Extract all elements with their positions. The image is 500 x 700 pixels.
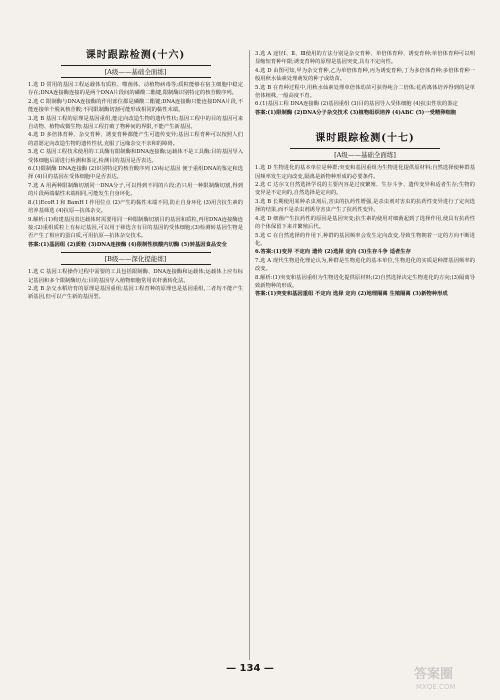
answer-paragraph: 2.选 C 限制酶与DNA连接酶的作用部位都是磷酸二酯键;DNA连接酶只能连接DNA片段,不能连接单个脱氧核苷酸;不同限制酶切割可能形成相同的黏性末端。 [28, 98, 243, 114]
answer-paragraph: 7.选 A 现代生物进化理论认为,种群是生物进化的基本单位,生物进化的实质是种群基因频率的改变。 [255, 257, 475, 273]
right-column [255, 50, 475, 670]
answer-summary: 答案:(1)突变和基因重组 不定向 选择 定向 (2)地理隔离 生殖隔离 (3)新物种形成 [255, 291, 448, 298]
answer-paragraph: 3.选 A 途径Ⅰ、Ⅱ、Ⅲ使用的方法分别是杂交育种、单倍体育种、诱变育种;单倍体育种可以明显缩短育种年限;诱变育种的原理是基因突变,具有不定向性。 [255, 51, 475, 66]
answer-paragraph: 6.(1)限制酶 DNA连接酶 (2)识别特定的核苷酸序列 (3)标记基因 便于重组DNA的鉴定和选择 (4)目的基因在受体细胞中是否表达。 [28, 166, 243, 181]
left-column [28, 40, 243, 670]
answer-summary: 答案:(1)限制酶 (2)DNA分子杂交技术 (3)植物组织培养 (4)ABC (5)一受精卵细胞 [255, 109, 457, 116]
answer-summary: 答案:(1)基因组 (2)质粒 (3)DNA连接酶 (4)限制性核酸内切酶 (5)转基因食品安全 [28, 241, 227, 248]
level-a-heading-left: [A级——基础全面练] [61, 65, 211, 78]
answer-paragraph: 3.选 B 基因工程的原理是基因重组,能定向改造生物的遗传性状;基因工程中的目的基因可来自动物、植物或微生物;基因工程打破了物种间的界限,不能产生新基因。 [28, 115, 243, 131]
answer-paragraph: 1.选 D 生物进化的基本单位是种群;突变和基因重组为生物进化提供原材料;自然选择使种群基因频率发生定向改变,隔离是新物种形成的必要条件。 [255, 165, 475, 180]
answer-paragraph: 5.选 B 在育种过程中,用秋水仙素处理单倍体幼苗可获得纯合二倍体;花药离体培养得到的是单倍体植株,一般高度不育。 [255, 84, 475, 100]
watermark-brand: 答案圈 [414, 667, 454, 682]
answer-paragraph: 4.选 D 由图可知,甲为杂交育种,乙为单倍体育种,丙为诱变育种,丁为多倍体育种;多倍体育种一般用秋水仙素处理萌发的种子或幼苗。 [255, 67, 475, 83]
page-number: — 134 — [226, 663, 274, 674]
section-title-16: 课时跟踪检测(十六) [85, 50, 186, 61]
level-b-heading: [B级——深化提能练] [61, 252, 211, 265]
section-title-17: 课时跟踪检测(十七) [315, 133, 415, 145]
answer-paragraph: 6.(1)基因工程 DNA连接酶 (2)基因重组 (3)目的基因导入受体细胞 (4)抗虫性状的鉴定 [255, 101, 458, 108]
answer-paragraph: 7.选 A 用两种限制酶切割同一DNA分子,可以得到不同的片段;若只用一种限制酶切割,得到的片段两端黏性末端相同,可能发生自身环化。 [28, 182, 243, 198]
answer-paragraph: 2.选 B 杂交水稻培育的原理是基因重组;基因工程育种的原理也是基因重组,二者均不能产生新基因,但可以产生新的基因型。 [28, 285, 243, 301]
watermark-logo [410, 664, 494, 692]
answer-paragraph: 5.选 C 基因工程技术使用的工具酶有限制酶和DNA连接酶;运载体不是工具酶;目的基因导入受体细胞后需进行检测和鉴定,检测目的基因是否表达。 [28, 149, 243, 164]
answer-paragraph: 8.(1)EcoR I 和 BamH I 作用位点 (2)产生的黏性末端不同,防止自身环化 (3)用含抗生素的培养基筛选 (4)抗原—抗体杂交。 [28, 199, 243, 215]
answer-paragraph: 5.选 C 在自然选择的作用下,种群的基因频率会发生定向改变,导致生物朝着一定的方向不断进化。 [255, 232, 475, 247]
watermark-url: MXQE.COM [416, 683, 456, 691]
answer-paragraph: 4.选 D 细菌产生抗药性的原因是基因突变;抗生素的使用对细菌起到了选择作用,使具有抗药性的个体保留下来并繁殖后代。 [255, 215, 475, 231]
answer-paragraph: 8.解析:(1)突变和基因重组为生物进化提供原材料;(2)自然选择决定生物进化的方向;(3)隔离导致新物种的形成。 [255, 274, 475, 289]
answer-paragraph: 3.选 B 长期使用某种杀虫剂后,害虫的抗药性增强,是杀虫剂对害虫的抗药性变异进行了定向选择的结果,而不是杀虫剂诱导害虫产生了抗药性变异。 [255, 198, 475, 214]
column-divider [249, 50, 250, 660]
answer-paragraph: 9.解析:(1)构建基因表达载体时需要用同一种限制酶切割目的基因和质粒,再用DNA连接酶连接;(2)重组质粒上有标记基因,可以用于筛选含有目的基因的受体细胞;(3)检测转基因生物是否产生了相应的蛋白质,可用抗原—抗体杂交技术。 [28, 216, 243, 240]
answer-paragraph: 1.选 C 基因工程操作过程中需要的工具包括限制酶、DNA连接酶和运载体;运载体上应有标记基因和多个限制酶切点;目的基因导入植物细胞常用农杆菌转化法。 [28, 269, 243, 284]
answer-paragraph: 2.选 C 达尔文自然选择学说的主要内容是过度繁殖、生存斗争、遗传变异和适者生存;生物的变异是不定向的,自然选择是定向的。 [255, 182, 475, 197]
answer-summary: 6.答案:(1)变异 不定向 遗传 (2)选择 定向 (3)生存斗争 适者生存 [255, 249, 411, 256]
answer-paragraph: 4.选 D 多倍体育种、杂交育种、诱变育种都能产生可遗传变异;基因工程育种可以按照人们的意愿定向改造生物的遗传性状,克服了远缘杂交不亲和的障碍。 [28, 132, 243, 147]
answer-paragraph: 1.选 D 常用的基因工程运载体有质粒、噬菌体、动植物病毒等;质粒能够在宿主细胞中稳定存在;DNA连接酶连接的是两个DNA片段间的磷酸二酯键,限制酶识别特定的核苷酸序列。 [28, 82, 243, 97]
level-a-heading-right: [A级——基础全面练] [290, 148, 440, 161]
